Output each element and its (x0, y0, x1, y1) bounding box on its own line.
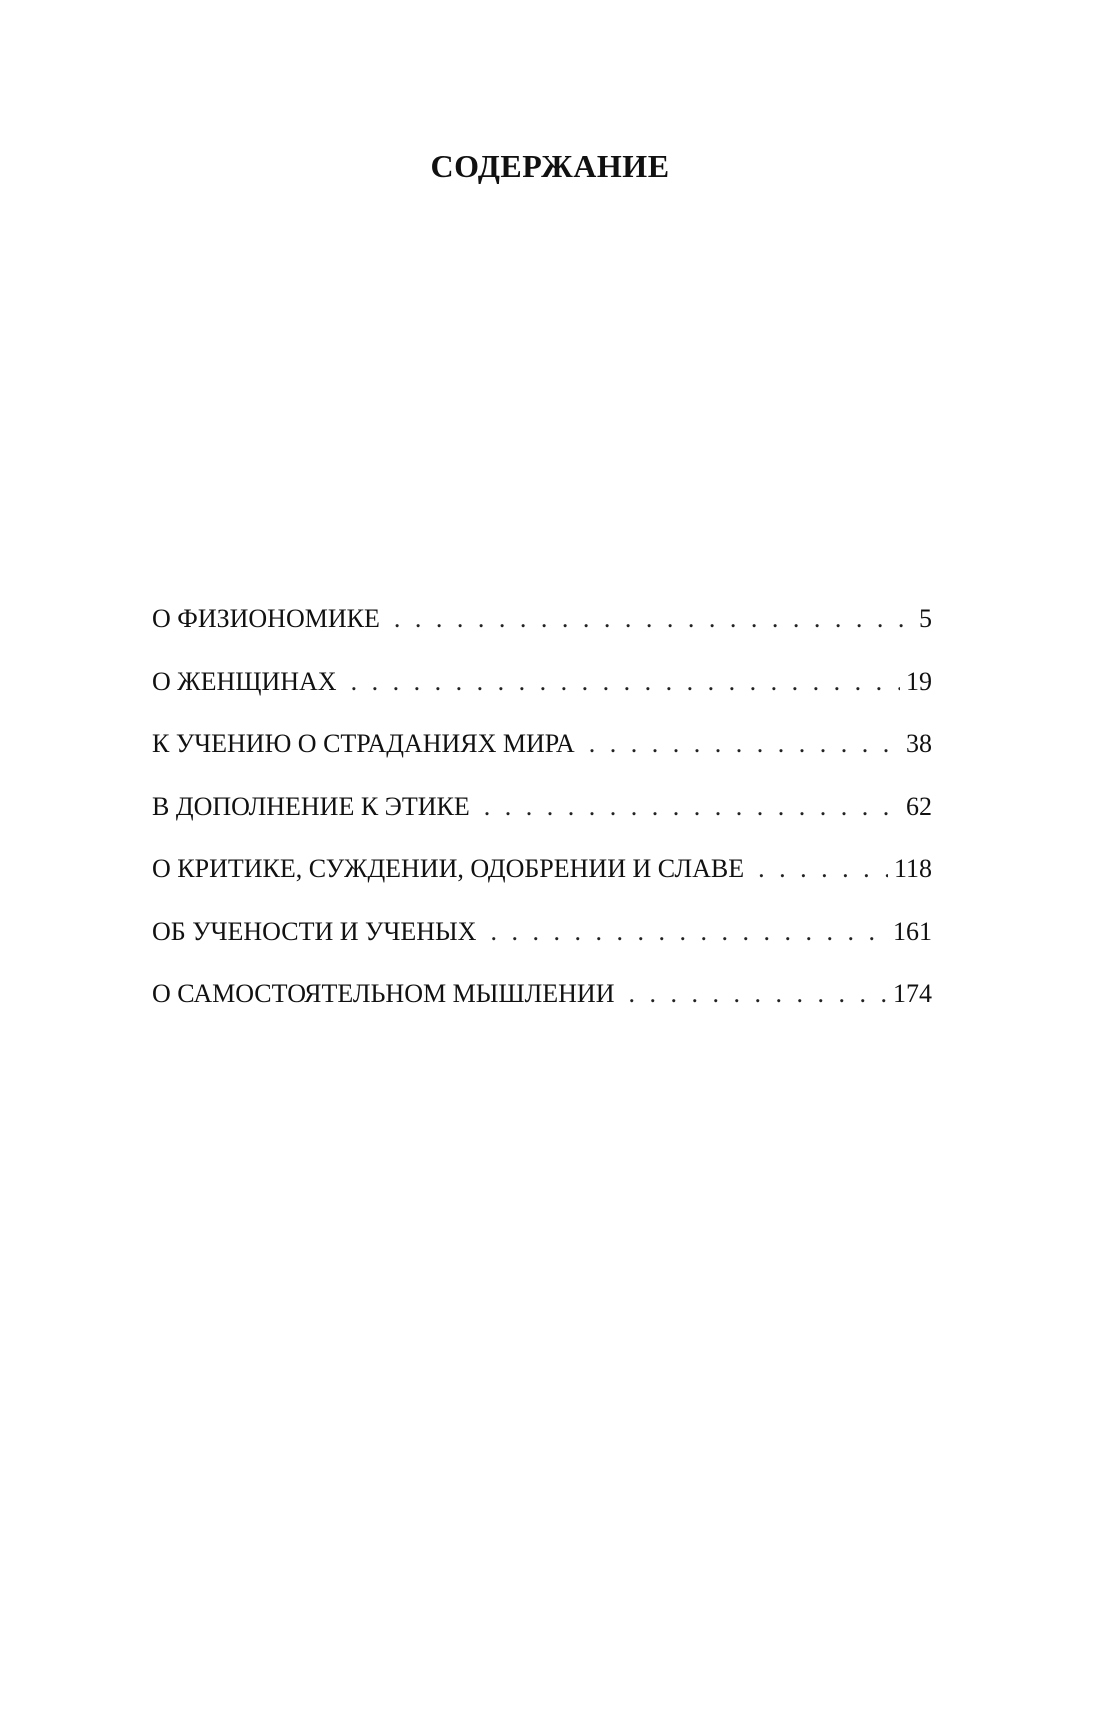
dot-leader (394, 604, 906, 634)
toc-entry-page: 174 (893, 979, 932, 1008)
toc-entry-title: К УЧЕНИЮ О СТРАДАНИЯХ МИРА (152, 729, 575, 758)
toc-entry[interactable] (152, 604, 932, 667)
toc-entry-title: В ДОПОЛНЕНИЕ К ЭТИКЕ (152, 791, 470, 821)
toc-entry-page: 5 (919, 604, 932, 633)
toc-entry-page: 38 (906, 729, 932, 758)
dot-leader (351, 667, 900, 697)
toc-entry-page: 118 (893, 854, 932, 883)
toc-entry[interactable] (152, 854, 932, 917)
dot-leader (758, 854, 888, 884)
dot-leader (484, 792, 900, 822)
toc-entry-title: О ФИЗИОНОМИКЕ (152, 604, 380, 633)
toc-entry-page: 62 (906, 791, 932, 821)
toc-entry-title: ОБ УЧЕНОСТИ И УЧЕНЫХ (152, 916, 477, 946)
dot-leader (589, 729, 900, 759)
toc-entry-title: О САМОСТОЯТЕЛЬНОМ МЫШЛЕНИИ (152, 979, 615, 1008)
toc-entry[interactable] (152, 792, 932, 855)
dot-leader (628, 979, 887, 1009)
toc-entry-title: О ЖЕНЩИНАХ (152, 666, 337, 696)
page-title: СОДЕРЖАНИЕ (430, 148, 670, 184)
toc-entry-page: 161 (893, 916, 932, 946)
toc-entry-title: О КРИТИКЕ, СУЖДЕНИИ, ОДОБРЕНИИ И СЛАВЕ (152, 854, 745, 883)
toc-entry[interactable] (152, 979, 932, 1042)
dot-leader (490, 917, 887, 947)
toc-entry-page: 19 (906, 666, 932, 696)
table-of-contents (152, 604, 932, 1042)
toc-entry[interactable] (152, 917, 932, 980)
toc-entry[interactable] (152, 729, 932, 792)
toc-entry[interactable] (152, 667, 932, 730)
